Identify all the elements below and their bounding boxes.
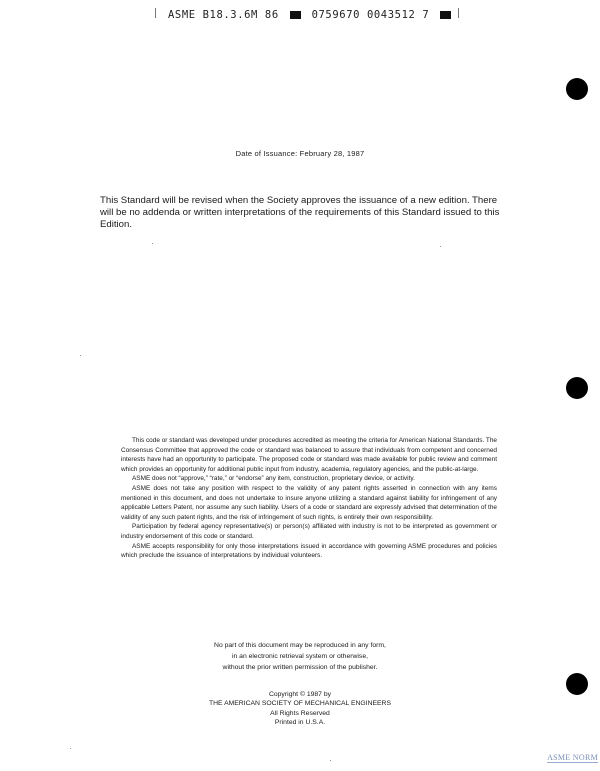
binder-hole-bottom bbox=[566, 673, 588, 695]
legal-paragraph: This code or standard was developed under procedures accredited as meeting the criteria for American National Standards. The Consensus Committee that approved the code or standard was balanced to assure that individuals from competent and concerned interests have had an opportunity to participate. The proposed code or standard was made available for public review and comment which provides an opportunity for additional public input from industry, academia, regulatory agencies, and the public-at-large. bbox=[121, 437, 497, 473]
copyright-block bbox=[0, 690, 600, 727]
rights-reserved: All Rights Reserved bbox=[270, 709, 330, 717]
scan-speck bbox=[330, 760, 331, 761]
copyright-line: Copyright © 1987 by bbox=[268, 691, 332, 698]
barcode-block-icon bbox=[440, 11, 451, 19]
legal-paragraph: ASME does not take any position with respect to the validity of any patent rights asserted in connection with any items mentioned in this document, and does not undertake to insure anyone utilizing a standard against liability for infringement of any applicable Letters Patent, nor assume any such liability. Users of a code or standard are expressly advised that determination of the validity of any such patent rights, and the risk of infringement of such rights, is entirely their own responsibility. bbox=[121, 484, 497, 521]
date-of-issuance: Date of Issuance: February 28, 1987 bbox=[235, 149, 365, 158]
binder-hole-middle bbox=[566, 377, 588, 399]
document-code-part1: ASME B18.3.6M 86 bbox=[168, 9, 279, 21]
scan-speck bbox=[152, 243, 153, 244]
legal-paragraph: ASME does not “approve,” “rate,” or “endorse” any item, construction, proprietary device, or activity. bbox=[132, 475, 415, 483]
scan-speck bbox=[70, 748, 71, 749]
legal-disclaimer bbox=[121, 436, 497, 561]
legal-paragraph: Participation by federal agency representative(s) or person(s) affiliated with industry is not to be interpreted as government or industry endorsement of this code or standard. bbox=[121, 523, 497, 540]
revision-notice: This Standard will be revised when the Society approves the issuance of a new edition. There will be no addenda or written interpretations of the requirements of this Standard issued to this Edition. bbox=[100, 195, 500, 230]
document-code-part2: 0759670 0043512 7 bbox=[311, 9, 430, 21]
reproduction-notice bbox=[0, 640, 600, 673]
watermark-logo: ASME NORM bbox=[547, 753, 598, 762]
scan-mark-right bbox=[458, 8, 459, 18]
publisher-name: THE AMERICAN SOCIETY OF MECHANICAL ENGINEERS bbox=[208, 700, 392, 708]
notice-line: No part of this document may be reproduced in any form, bbox=[214, 642, 386, 649]
scan-speck bbox=[440, 246, 441, 247]
document-code-header bbox=[168, 9, 455, 21]
legal-paragraph: ASME accepts responsibility for only those interpretations issued in accordance with governing ASME procedures and policies which preclude the issuance of interpretations by individual volunteers. bbox=[121, 542, 497, 560]
barcode-block-icon bbox=[290, 11, 301, 19]
notice-line: in an electronic retrieval system or otherwise, bbox=[232, 653, 368, 660]
binder-hole-top bbox=[566, 78, 588, 100]
printed-in: Printed in U.S.A. bbox=[274, 718, 326, 726]
notice-line: without the prior written permission of the publisher. bbox=[222, 664, 378, 671]
scan-speck bbox=[80, 355, 81, 356]
scan-mark-left bbox=[155, 8, 156, 18]
